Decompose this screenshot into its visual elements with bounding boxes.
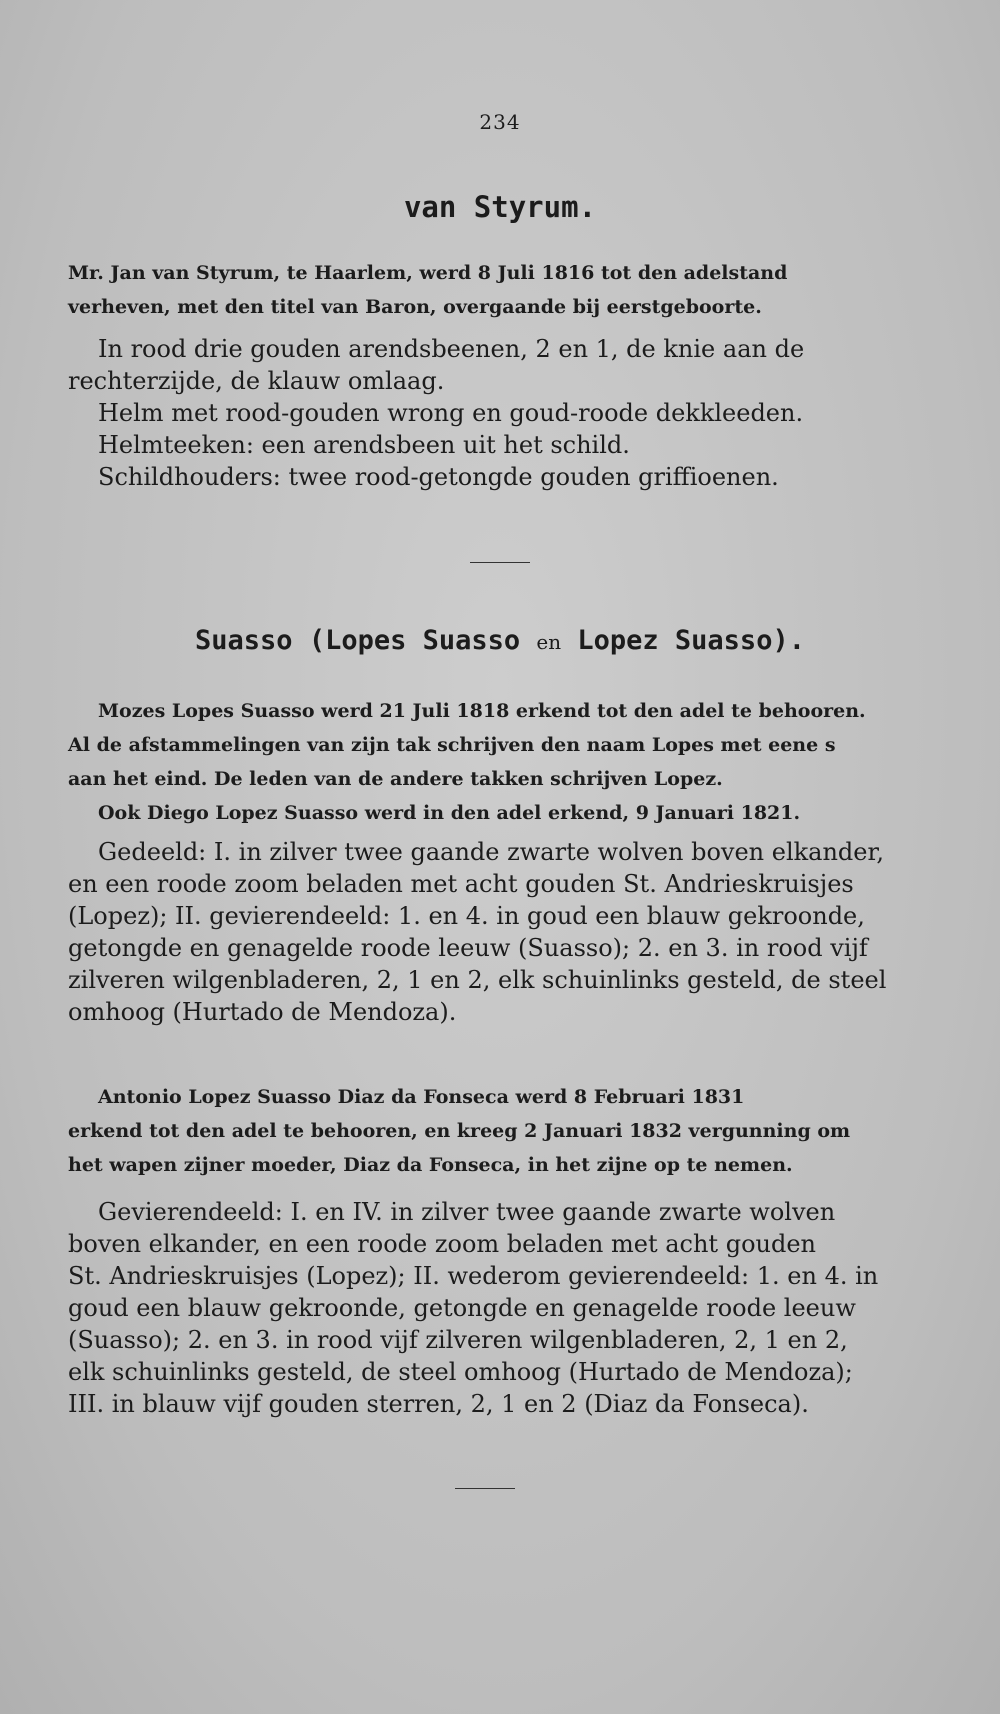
title-end: Lopez Suasso).	[561, 625, 805, 656]
text-line: Antonio Lopez Suasso Diaz da Fonseca werd 8 Februari 1831	[98, 1086, 745, 1108]
text-line: III. in blauw vijf gouden sterren, 2, 1 en 2 (Diaz da Fonseca).	[68, 1390, 809, 1418]
suasso-arms-description-1	[68, 836, 900, 1028]
title-main: Suasso (Lopes Suasso	[195, 625, 537, 656]
text-line: Mr. Jan van Styrum, te Haarlem, werd 8 Juli 1816 tot den adelstand	[68, 262, 788, 284]
text-line: verheven, met den titel van Baron, overgaande bij eerstgeboorte.	[68, 296, 762, 318]
suasso-notice-2	[68, 1080, 900, 1182]
suasso-notice-1	[68, 694, 900, 830]
text-line: In rood drie gouden arendsbeenen, 2 en 1, de knie aan de	[98, 335, 805, 363]
title-conjunction: en	[536, 630, 562, 654]
text-line: rechterzijde, de klauw omlaag.	[68, 367, 445, 395]
text-line: erkend tot den adel te behooren, en kreeg 2 Januari 1832 vergunning om	[68, 1120, 851, 1142]
text-line: Helm met rood-gouden wrong en goud-roode dekkleeden.	[98, 399, 804, 427]
text-line: (Suasso); 2. en 3. in rood vijf zilveren wilgenbladeren, 2, 1 en 2,	[68, 1326, 848, 1354]
styrum-notice	[68, 256, 900, 324]
text-line: St. Andrieskruisjes (Lopez); II. wederom gevierendeeld: 1. en 4. in	[68, 1262, 879, 1290]
section-divider	[455, 1488, 515, 1489]
text-line: Schildhouders: twee rood-getongde gouden griffioenen.	[98, 463, 779, 491]
section-title-suasso	[0, 625, 1000, 656]
page-number: 234	[479, 110, 521, 134]
text-line: (Lopez); II. gevierendeeld: 1. en 4. in goud een blauw gekroonde,	[68, 902, 865, 930]
text-line: het wapen zijner moeder, Diaz da Fonseca, in het zijne op te nemen.	[68, 1154, 793, 1176]
text-line: zilveren wilgenbladeren, 2, 1 en 2, elk schuinlinks gesteld, de steel	[68, 966, 887, 994]
text-line: omhoog (Hurtado de Mendoza).	[68, 998, 457, 1026]
text-line: Mozes Lopes Suasso werd 21 Juli 1818 erkend tot den adel te behooren.	[98, 700, 866, 722]
section-title-van-styrum: van Styrum.	[403, 190, 597, 224]
text-line: aan het eind. De leden van de andere takken schrijven Lopez.	[68, 768, 723, 790]
text-line: Al de afstammelingen van zijn tak schrijven den naam Lopes met eene s	[68, 734, 836, 756]
text-line: Gedeeld: I. in zilver twee gaande zwarte wolven boven elkander,	[98, 838, 884, 866]
text-line: goud een blauw gekroonde, getongde en genagelde roode leeuw	[68, 1294, 856, 1322]
text-line: boven elkander, en een roode zoom beladen met acht gouden	[68, 1230, 816, 1258]
styrum-arms-description	[68, 333, 900, 493]
text-line: getongde en genagelde roode leeuw (Suasso); 2. en 3. in rood vijf	[68, 934, 868, 962]
text-line: Gevierendeeld: I. en IV. in zilver twee gaande zwarte wolven	[98, 1198, 836, 1226]
text-line: Ook Diego Lopez Suasso werd in den adel erkend, 9 Januari 1821.	[98, 802, 801, 824]
section-divider	[470, 562, 530, 563]
suasso-arms-description-2	[68, 1196, 900, 1420]
text-line: en een roode zoom beladen met acht gouden St. Andrieskruisjes	[68, 870, 854, 898]
text-line: elk schuinlinks gesteld, de steel omhoog (Hurtado de Mendoza);	[68, 1358, 853, 1386]
text-line: Helmteeken: een arendsbeen uit het schild.	[98, 431, 630, 459]
